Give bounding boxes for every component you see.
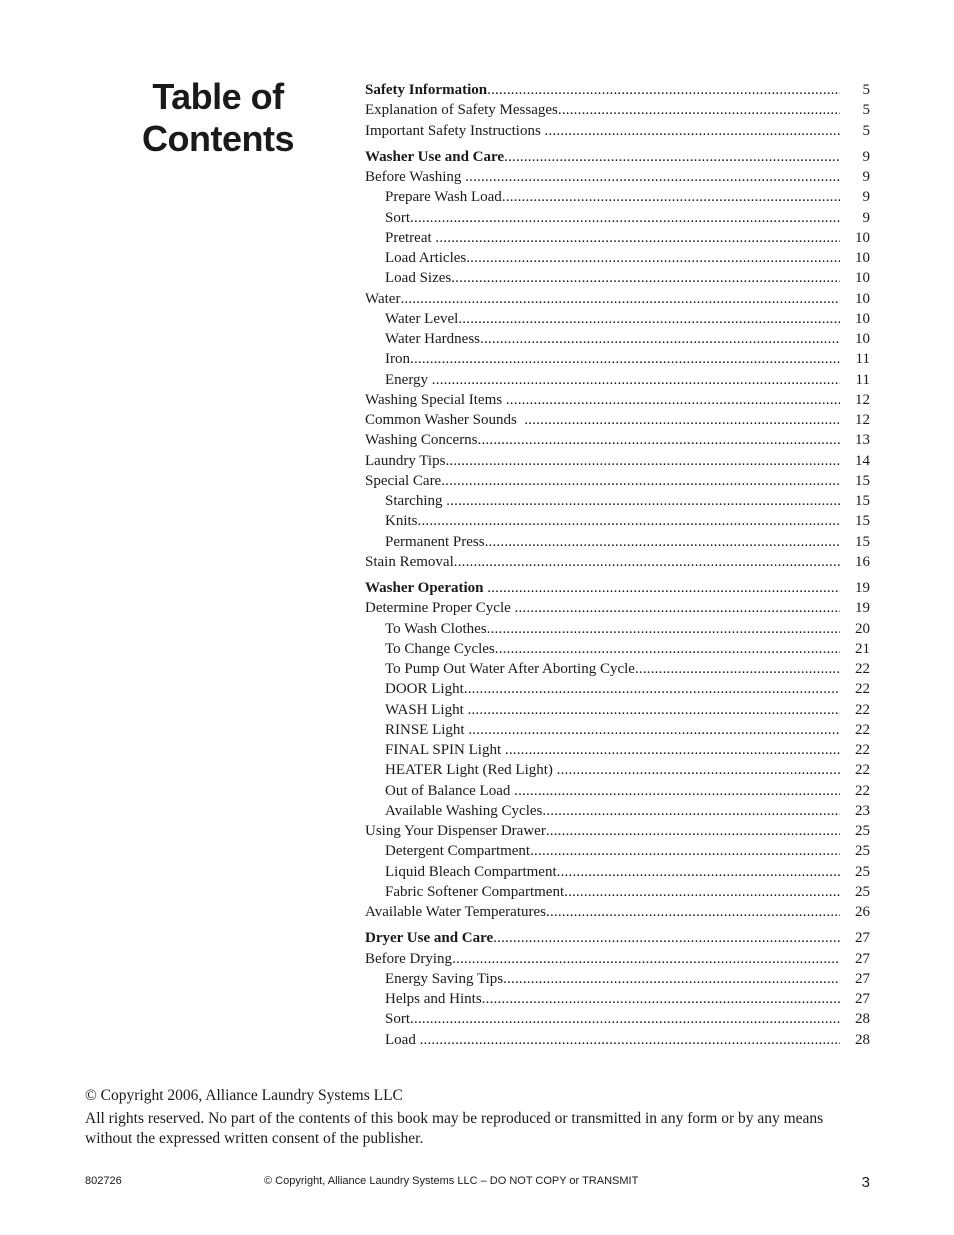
toc-entry-page: 25 bbox=[855, 863, 870, 880]
toc-entry-title: Sort bbox=[385, 1011, 411, 1028]
toc-entry-page: 12 bbox=[855, 412, 870, 428]
toc-entry-page: 19 bbox=[855, 600, 870, 617]
toc-entry[interactable] bbox=[365, 187, 870, 207]
toc-entry-page: 19 bbox=[855, 580, 870, 596]
dot-leader bbox=[505, 740, 840, 760]
dot-leader bbox=[410, 1009, 840, 1029]
toc-entry-title: Before Washing bbox=[365, 169, 466, 185]
toc-entry[interactable] bbox=[365, 451, 870, 471]
toc-entry-title: WASH Light bbox=[385, 701, 468, 718]
dot-leader bbox=[468, 700, 841, 720]
toc-entry-title: Washer Use and Care bbox=[365, 148, 505, 165]
toc-entry[interactable] bbox=[365, 329, 870, 349]
toc-entry[interactable] bbox=[365, 309, 870, 329]
toc-entry-title: Starching bbox=[385, 493, 447, 509]
dot-leader bbox=[478, 430, 840, 450]
toc-entry-page: 9 bbox=[862, 169, 870, 185]
toc-entry-page: 27 bbox=[855, 991, 870, 1007]
toc-entry[interactable] bbox=[365, 471, 870, 491]
heading-line-1: Table of bbox=[152, 76, 284, 117]
toc-entry[interactable] bbox=[365, 720, 870, 740]
toc-entry-title: Energy bbox=[385, 371, 432, 388]
dot-leader bbox=[530, 841, 840, 861]
toc-entry[interactable] bbox=[365, 430, 870, 450]
toc-entry-page: 22 bbox=[855, 701, 870, 718]
toc-entry-title: Water Hardness bbox=[385, 331, 481, 347]
toc-entry-title: To Wash Clothes bbox=[385, 620, 487, 637]
toc-entry[interactable] bbox=[365, 491, 870, 511]
toc-entry-title: Water bbox=[365, 290, 401, 307]
dot-leader bbox=[502, 187, 840, 207]
toc-entry-title: Washing Special Items bbox=[365, 391, 506, 408]
toc-entry-title: Out of Balance Load bbox=[385, 782, 515, 799]
toc-entry-page: 27 bbox=[855, 930, 870, 947]
toc-entry-page: 22 bbox=[855, 661, 870, 677]
toc-entry-title: Load Articles bbox=[385, 250, 467, 266]
toc-entry-page: 15 bbox=[855, 533, 870, 550]
toc-entry-title: Available Washing Cycles bbox=[385, 802, 543, 819]
dot-leader bbox=[451, 268, 840, 288]
toc-entry[interactable] bbox=[365, 841, 870, 861]
toc-entry[interactable] bbox=[365, 1030, 870, 1050]
toc-entry-title: Load bbox=[385, 1031, 420, 1048]
dot-leader bbox=[420, 1030, 840, 1050]
toc-entry-title: Liquid Bleach Compartment bbox=[385, 863, 557, 880]
toc-entry-page: 25 bbox=[855, 843, 870, 860]
toc-entry-page: 11 bbox=[855, 351, 870, 368]
rights-statement: All rights reserved. No part of the contents of this book may be reproduced or transmitted in any form or by any means without the expressed written consent of the publisher. bbox=[85, 1110, 824, 1147]
dot-leader bbox=[495, 639, 840, 659]
copyright-block bbox=[85, 1086, 865, 1149]
toc-entry-title: HEATER Light (Red Light) bbox=[385, 762, 557, 779]
toc-entry-title: FINAL SPIN Light bbox=[385, 742, 505, 758]
page-number: 3 bbox=[861, 1174, 870, 1191]
toc-entry-page: 16 bbox=[855, 553, 870, 570]
toc-entry-title: Using Your Dispenser Drawer bbox=[365, 823, 546, 839]
toc-entry-page: 28 bbox=[855, 1011, 870, 1028]
toc-entry-title: Special Care bbox=[365, 472, 442, 489]
toc-entry-page: 14 bbox=[855, 452, 870, 469]
dot-leader bbox=[468, 720, 840, 740]
toc-entry[interactable] bbox=[365, 862, 870, 882]
toc-entry[interactable] bbox=[365, 208, 870, 228]
toc-entry-title: Load Sizes bbox=[385, 270, 452, 287]
toc-entry[interactable] bbox=[365, 598, 870, 618]
toc-entry[interactable] bbox=[365, 902, 870, 922]
toc-entry-title: Prepare Wash Load bbox=[385, 189, 502, 206]
dot-leader bbox=[546, 902, 840, 922]
toc-entry-title: Dryer Use and Care bbox=[365, 930, 494, 947]
toc-entry[interactable] bbox=[365, 410, 870, 430]
toc-entry-page: 25 bbox=[855, 883, 870, 900]
toc-entry-page: 20 bbox=[855, 620, 870, 637]
dot-leader bbox=[482, 989, 840, 1009]
toc-entry-page: 5 bbox=[862, 82, 870, 98]
dot-leader bbox=[545, 121, 840, 141]
toc-entry-page: 10 bbox=[855, 331, 870, 347]
toc-entry-page: 21 bbox=[855, 640, 870, 657]
toc-entry[interactable] bbox=[365, 1009, 870, 1029]
dot-leader bbox=[452, 949, 840, 969]
dot-leader bbox=[410, 349, 840, 369]
dot-leader bbox=[418, 511, 840, 531]
toc-entry[interactable] bbox=[365, 801, 870, 821]
toc-entry[interactable] bbox=[365, 989, 870, 1009]
toc-entry-page: 10 bbox=[855, 310, 870, 327]
dot-leader bbox=[557, 760, 840, 780]
toc-entry[interactable] bbox=[365, 619, 870, 639]
toc-entry-page: 22 bbox=[855, 721, 870, 738]
toc-entry[interactable] bbox=[365, 248, 870, 268]
toc-entry-page: 12 bbox=[855, 391, 870, 408]
dot-leader bbox=[464, 679, 840, 699]
dot-leader bbox=[446, 491, 840, 511]
toc-entry-page: 10 bbox=[855, 270, 870, 287]
dot-leader bbox=[454, 552, 840, 572]
dot-leader bbox=[441, 471, 840, 491]
toc-entry-page: 15 bbox=[855, 472, 870, 489]
toc-entry[interactable] bbox=[365, 100, 870, 120]
toc-entry[interactable] bbox=[365, 578, 870, 598]
toc-entry-page: 28 bbox=[855, 1031, 870, 1048]
toc-entry-page: 9 bbox=[862, 189, 870, 206]
dot-leader bbox=[503, 969, 840, 989]
toc-list bbox=[365, 80, 870, 1050]
toc-entry[interactable] bbox=[365, 969, 870, 989]
toc-entry[interactable] bbox=[365, 349, 870, 369]
toc-entry[interactable] bbox=[365, 167, 870, 187]
dot-leader bbox=[515, 598, 840, 618]
toc-entry[interactable] bbox=[365, 760, 870, 780]
toc-entry-page: 27 bbox=[855, 970, 870, 987]
dot-leader bbox=[546, 821, 840, 841]
toc-entry-page: 10 bbox=[855, 290, 870, 307]
toc-entry[interactable] bbox=[365, 552, 870, 572]
toc-entry[interactable] bbox=[365, 80, 870, 100]
toc-entry-title: Washer Operation bbox=[365, 580, 488, 596]
toc-entry-title: RINSE Light bbox=[385, 721, 469, 738]
dot-leader bbox=[465, 167, 840, 187]
toc-entry[interactable] bbox=[365, 511, 870, 531]
toc-entry[interactable] bbox=[365, 781, 870, 801]
toc-entry-title: Stain Removal bbox=[365, 553, 454, 570]
toc-entry[interactable] bbox=[365, 700, 870, 720]
toc-entry-title: Detergent Compartment bbox=[385, 843, 531, 860]
toc-entry-title: Helps and Hints bbox=[385, 991, 482, 1007]
toc-entry[interactable] bbox=[365, 532, 870, 552]
toc-entry[interactable] bbox=[365, 121, 870, 141]
toc-entry-title: Iron bbox=[385, 351, 410, 368]
toc-entry[interactable] bbox=[365, 228, 870, 248]
dot-leader bbox=[635, 659, 840, 679]
toc-entry-title: Safety Information bbox=[365, 82, 488, 98]
dot-leader bbox=[487, 578, 840, 598]
toc-entry-page: 27 bbox=[855, 950, 870, 967]
toc-entry[interactable] bbox=[365, 928, 870, 948]
toc-entry-title: Explanation of Safety Messages bbox=[365, 102, 558, 119]
toc-entry-page: 10 bbox=[855, 250, 870, 266]
toc-entry-page: 15 bbox=[855, 493, 870, 509]
toc-entry[interactable] bbox=[365, 147, 870, 167]
dot-leader bbox=[558, 100, 840, 120]
toc-entry-title: Permanent Press bbox=[385, 533, 485, 550]
toc-entry-title: Energy Saving Tips bbox=[385, 970, 504, 987]
toc-entry[interactable] bbox=[365, 659, 870, 679]
toc-entry-page: 11 bbox=[855, 371, 870, 388]
toc-entry-page: 25 bbox=[855, 823, 870, 839]
toc-entry[interactable] bbox=[365, 679, 870, 699]
toc-entry[interactable] bbox=[365, 821, 870, 841]
toc-entry[interactable] bbox=[365, 639, 870, 659]
dot-leader bbox=[458, 309, 840, 329]
toc-entry[interactable] bbox=[365, 882, 870, 902]
dot-leader bbox=[493, 928, 840, 948]
toc-entry[interactable] bbox=[365, 268, 870, 288]
toc-entry-page: 23 bbox=[855, 802, 870, 819]
toc-entry-title: Knits bbox=[385, 513, 418, 530]
toc-entry[interactable] bbox=[365, 740, 870, 760]
toc-entry[interactable] bbox=[365, 289, 870, 309]
dot-leader bbox=[542, 801, 840, 821]
toc-entry-title: DOOR Light bbox=[385, 681, 464, 698]
toc-entry-title: Laundry Tips bbox=[365, 452, 446, 469]
dot-leader bbox=[514, 781, 840, 801]
dot-leader bbox=[480, 329, 840, 349]
dot-leader bbox=[487, 619, 840, 639]
toc-entry-page: 15 bbox=[855, 513, 870, 530]
toc-entry-title: Determine Proper Cycle bbox=[365, 600, 515, 617]
toc-entry-page: 13 bbox=[855, 432, 870, 449]
dot-leader bbox=[564, 882, 840, 902]
heading-line-2: Contents bbox=[142, 118, 294, 159]
toc-entry-page: 26 bbox=[855, 904, 870, 920]
toc-entry-title: Pretreat bbox=[385, 229, 436, 246]
dot-leader bbox=[506, 390, 840, 410]
toc-entry[interactable] bbox=[365, 390, 870, 410]
dot-leader bbox=[410, 208, 840, 228]
dot-leader bbox=[466, 248, 840, 268]
toc-entry-title: Important Safety Instructions bbox=[365, 122, 545, 139]
toc-entry-page: 9 bbox=[862, 209, 870, 226]
toc-entry-title: Water Level bbox=[385, 310, 459, 327]
document-number: 802726 bbox=[85, 1175, 122, 1187]
dot-leader bbox=[400, 289, 840, 309]
toc-entry-page: 22 bbox=[855, 742, 870, 758]
toc-entry-title: To Pump Out Water After Aborting Cycle bbox=[385, 661, 635, 677]
dot-leader bbox=[487, 80, 840, 100]
toc-entry-page: 22 bbox=[855, 762, 870, 779]
toc-entry-page: 9 bbox=[862, 148, 870, 165]
toc-entry-title: Available Water Temperatures bbox=[365, 904, 546, 920]
toc-entry-page: 5 bbox=[862, 122, 870, 139]
dot-leader bbox=[485, 532, 840, 552]
dot-leader bbox=[435, 228, 840, 248]
toc-heading bbox=[118, 76, 318, 160]
toc-entry-title: Before Drying bbox=[365, 950, 453, 967]
toc-entry-page: 5 bbox=[862, 102, 870, 119]
toc-entry-page: 22 bbox=[855, 681, 870, 698]
toc-entry-title: Common Washer Sounds bbox=[365, 412, 525, 428]
toc-entry-title: Washing Concerns bbox=[365, 432, 478, 449]
toc-entry-page: 10 bbox=[855, 229, 870, 246]
dot-leader bbox=[445, 451, 840, 471]
toc-entry-title: Sort bbox=[385, 209, 411, 226]
toc-entry[interactable] bbox=[365, 949, 870, 969]
toc-entry-title: Fabric Softener Compartment bbox=[385, 883, 565, 900]
toc-entry[interactable] bbox=[365, 370, 870, 390]
dot-leader bbox=[557, 862, 840, 882]
dot-leader bbox=[432, 370, 840, 390]
toc-entry-title: To Change Cycles bbox=[385, 640, 495, 657]
copyright-line: © Copyright 2006, Alliance Laundry Systems LLC bbox=[85, 1087, 403, 1104]
dot-leader bbox=[504, 147, 840, 167]
toc-entry-page: 22 bbox=[855, 782, 870, 799]
footer-notice: © Copyright, Alliance Laundry Systems LLC – DO NOT COPY or TRANSMIT bbox=[264, 1175, 639, 1187]
dot-leader bbox=[524, 410, 840, 430]
